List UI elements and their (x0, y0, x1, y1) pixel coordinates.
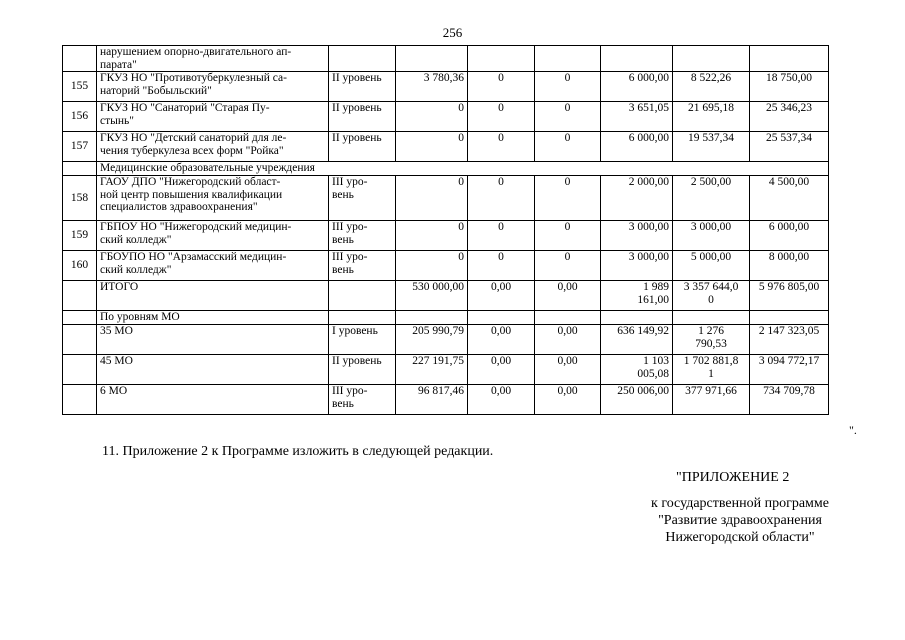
table-row (63, 102, 829, 132)
cell-name: 6 МО (97, 385, 329, 415)
cell-value: 3 094 772,17 (750, 355, 829, 385)
appendix-line: "Развитие здравоохранения (658, 513, 822, 528)
appendix-line: Нижегородской области" (665, 530, 815, 545)
cell-value: 250 006,00 (601, 385, 673, 415)
cell-value: 3 780,36 (396, 72, 468, 102)
cell-name: нарушением опорно-двигательного ап- парата" (97, 46, 329, 72)
cell-value: 2 147 323,05 (750, 325, 829, 355)
cell-value (750, 311, 829, 325)
cell-value (535, 311, 601, 325)
cell-name: ГБОУПО НО "Арзамасский медицин- ский колледж" (97, 251, 329, 281)
cell-level: III уро- вень (329, 251, 396, 281)
cell-value: 3 357 644,0 0 (673, 281, 750, 311)
cell-number (63, 311, 97, 325)
amendment-paragraph: 11. Приложение 2 к Программе изложить в следующей редакции. (102, 444, 494, 459)
cell-value: 1 989 161,00 (601, 281, 673, 311)
cell-value: 1 702 881,8 1 (673, 355, 750, 385)
cell-number: 158 (63, 176, 97, 221)
appendix-subtitle (600, 495, 880, 546)
cell-value: 6 000,00 (601, 72, 673, 102)
cell-level: III уро- вень (329, 176, 396, 221)
cell-value: 734 709,78 (750, 385, 829, 415)
cell-name: ГКУЗ НО "Детский санаторий для ле- чения туберкулеза всех форм "Ройка" (97, 132, 329, 162)
cell-name: По уровням МО (97, 311, 329, 325)
cell-number: 155 (63, 72, 97, 102)
cell-name: ГКУЗ НО "Противотуберкулезный са- наторий "Бобыльский" (97, 72, 329, 102)
table-row (63, 132, 829, 162)
cell-number (63, 281, 97, 311)
cell-value: 0 (396, 221, 468, 251)
section-header: Медицинские образовательные учреждения (97, 162, 829, 176)
cell-value: 0 (535, 251, 601, 281)
cell-value: 0 (396, 176, 468, 221)
cell-value: 227 191,75 (396, 355, 468, 385)
cell-value: 3 000,00 (601, 251, 673, 281)
cell-value: 636 149,92 (601, 325, 673, 355)
appendix-line: к государственной программе (651, 496, 829, 511)
table-row (63, 281, 829, 311)
cell-value: 0 (468, 221, 535, 251)
cell-level: II уровень (329, 72, 396, 102)
cell-level: I уровень (329, 325, 396, 355)
table-row (63, 325, 829, 355)
cell-value: 3 651,05 (601, 102, 673, 132)
cell-name: 45 МО (97, 355, 329, 385)
cell-level: III уро- вень (329, 385, 396, 415)
cell-value: 0 (535, 176, 601, 221)
cell-level: II уровень (329, 132, 396, 162)
cell-value (396, 46, 468, 72)
cell-name: ГБПОУ НО "Нижегородский медицин- ский колледж" (97, 221, 329, 251)
closing-quote: ". (849, 423, 857, 437)
cell-value (601, 311, 673, 325)
cell-value: 0,00 (535, 355, 601, 385)
cell-value (673, 311, 750, 325)
appendix-title: "ПРИЛОЖЕНИЕ 2 (676, 470, 790, 485)
cell-number: 157 (63, 132, 97, 162)
cell-name: 35 МО (97, 325, 329, 355)
cell-number (63, 325, 97, 355)
cell-value (396, 311, 468, 325)
table-row (63, 385, 829, 415)
cell-value: 0 (396, 132, 468, 162)
table-row (63, 355, 829, 385)
cell-value: 0 (468, 251, 535, 281)
cell-value: 0 (468, 102, 535, 132)
table-row (63, 46, 829, 72)
cell-value: 0 (396, 251, 468, 281)
cell-value: 6 000,00 (601, 132, 673, 162)
cell-value: 0 (396, 102, 468, 132)
cell-value: 205 990,79 (396, 325, 468, 355)
cell-name: ИТОГО (97, 281, 329, 311)
cell-number (63, 162, 97, 176)
cell-number (63, 385, 97, 415)
cell-level (329, 311, 396, 325)
cell-value: 18 750,00 (750, 72, 829, 102)
cell-name: ГАОУ ДПО "Нижегородский област- ной центр повышения квалификации специалистов здравоохранения" (97, 176, 329, 221)
table-row (63, 162, 829, 176)
cell-value: 0,00 (468, 385, 535, 415)
table-row (63, 311, 829, 325)
budget-table (62, 45, 829, 415)
cell-level: II уровень (329, 102, 396, 132)
cell-number (63, 355, 97, 385)
cell-number: 160 (63, 251, 97, 281)
cell-level: III уро- вень (329, 221, 396, 251)
cell-value: 2 500,00 (673, 176, 750, 221)
cell-value (601, 46, 673, 72)
cell-value (535, 46, 601, 72)
cell-value: 0 (468, 176, 535, 221)
cell-value: 530 000,00 (396, 281, 468, 311)
cell-value: 0,00 (535, 325, 601, 355)
cell-value: 5 000,00 (673, 251, 750, 281)
cell-value (673, 46, 750, 72)
cell-level (329, 46, 396, 72)
table-row (63, 221, 829, 251)
cell-value: 377 971,66 (673, 385, 750, 415)
cell-value: 0 (535, 72, 601, 102)
page-number: 256 (442, 25, 463, 40)
cell-level: II уровень (329, 355, 396, 385)
cell-value: 21 695,18 (673, 102, 750, 132)
cell-value: 0 (535, 132, 601, 162)
cell-value: 6 000,00 (750, 221, 829, 251)
cell-value: 25 346,23 (750, 102, 829, 132)
cell-value: 3 000,00 (601, 221, 673, 251)
cell-value: 4 500,00 (750, 176, 829, 221)
cell-value: 96 817,46 (396, 385, 468, 415)
cell-value: 0,00 (535, 281, 601, 311)
cell-value: 1 276 790,53 (673, 325, 750, 355)
cell-value: 25 537,34 (750, 132, 829, 162)
cell-number: 159 (63, 221, 97, 251)
cell-level (329, 281, 396, 311)
cell-value: 0,00 (468, 325, 535, 355)
cell-value: 5 976 805,00 (750, 281, 829, 311)
cell-number: 156 (63, 102, 97, 132)
table-row (63, 176, 829, 221)
cell-value: 0,00 (468, 355, 535, 385)
cell-value (750, 46, 829, 72)
cell-value: 0,00 (468, 281, 535, 311)
cell-value: 8 000,00 (750, 251, 829, 281)
cell-value: 3 000,00 (673, 221, 750, 251)
cell-name: ГКУЗ НО "Санаторий "Старая Пу- стынь" (97, 102, 329, 132)
cell-value (468, 311, 535, 325)
table-row (63, 251, 829, 281)
table-row (63, 72, 829, 102)
cell-value (468, 46, 535, 72)
cell-value: 0 (535, 102, 601, 132)
cell-value: 8 522,26 (673, 72, 750, 102)
cell-value: 0 (535, 221, 601, 251)
cell-value: 0,00 (535, 385, 601, 415)
cell-value: 0 (468, 132, 535, 162)
cell-value: 19 537,34 (673, 132, 750, 162)
cell-value: 1 103 005,08 (601, 355, 673, 385)
cell-value: 0 (468, 72, 535, 102)
cell-value: 2 000,00 (601, 176, 673, 221)
cell-number (63, 46, 97, 72)
